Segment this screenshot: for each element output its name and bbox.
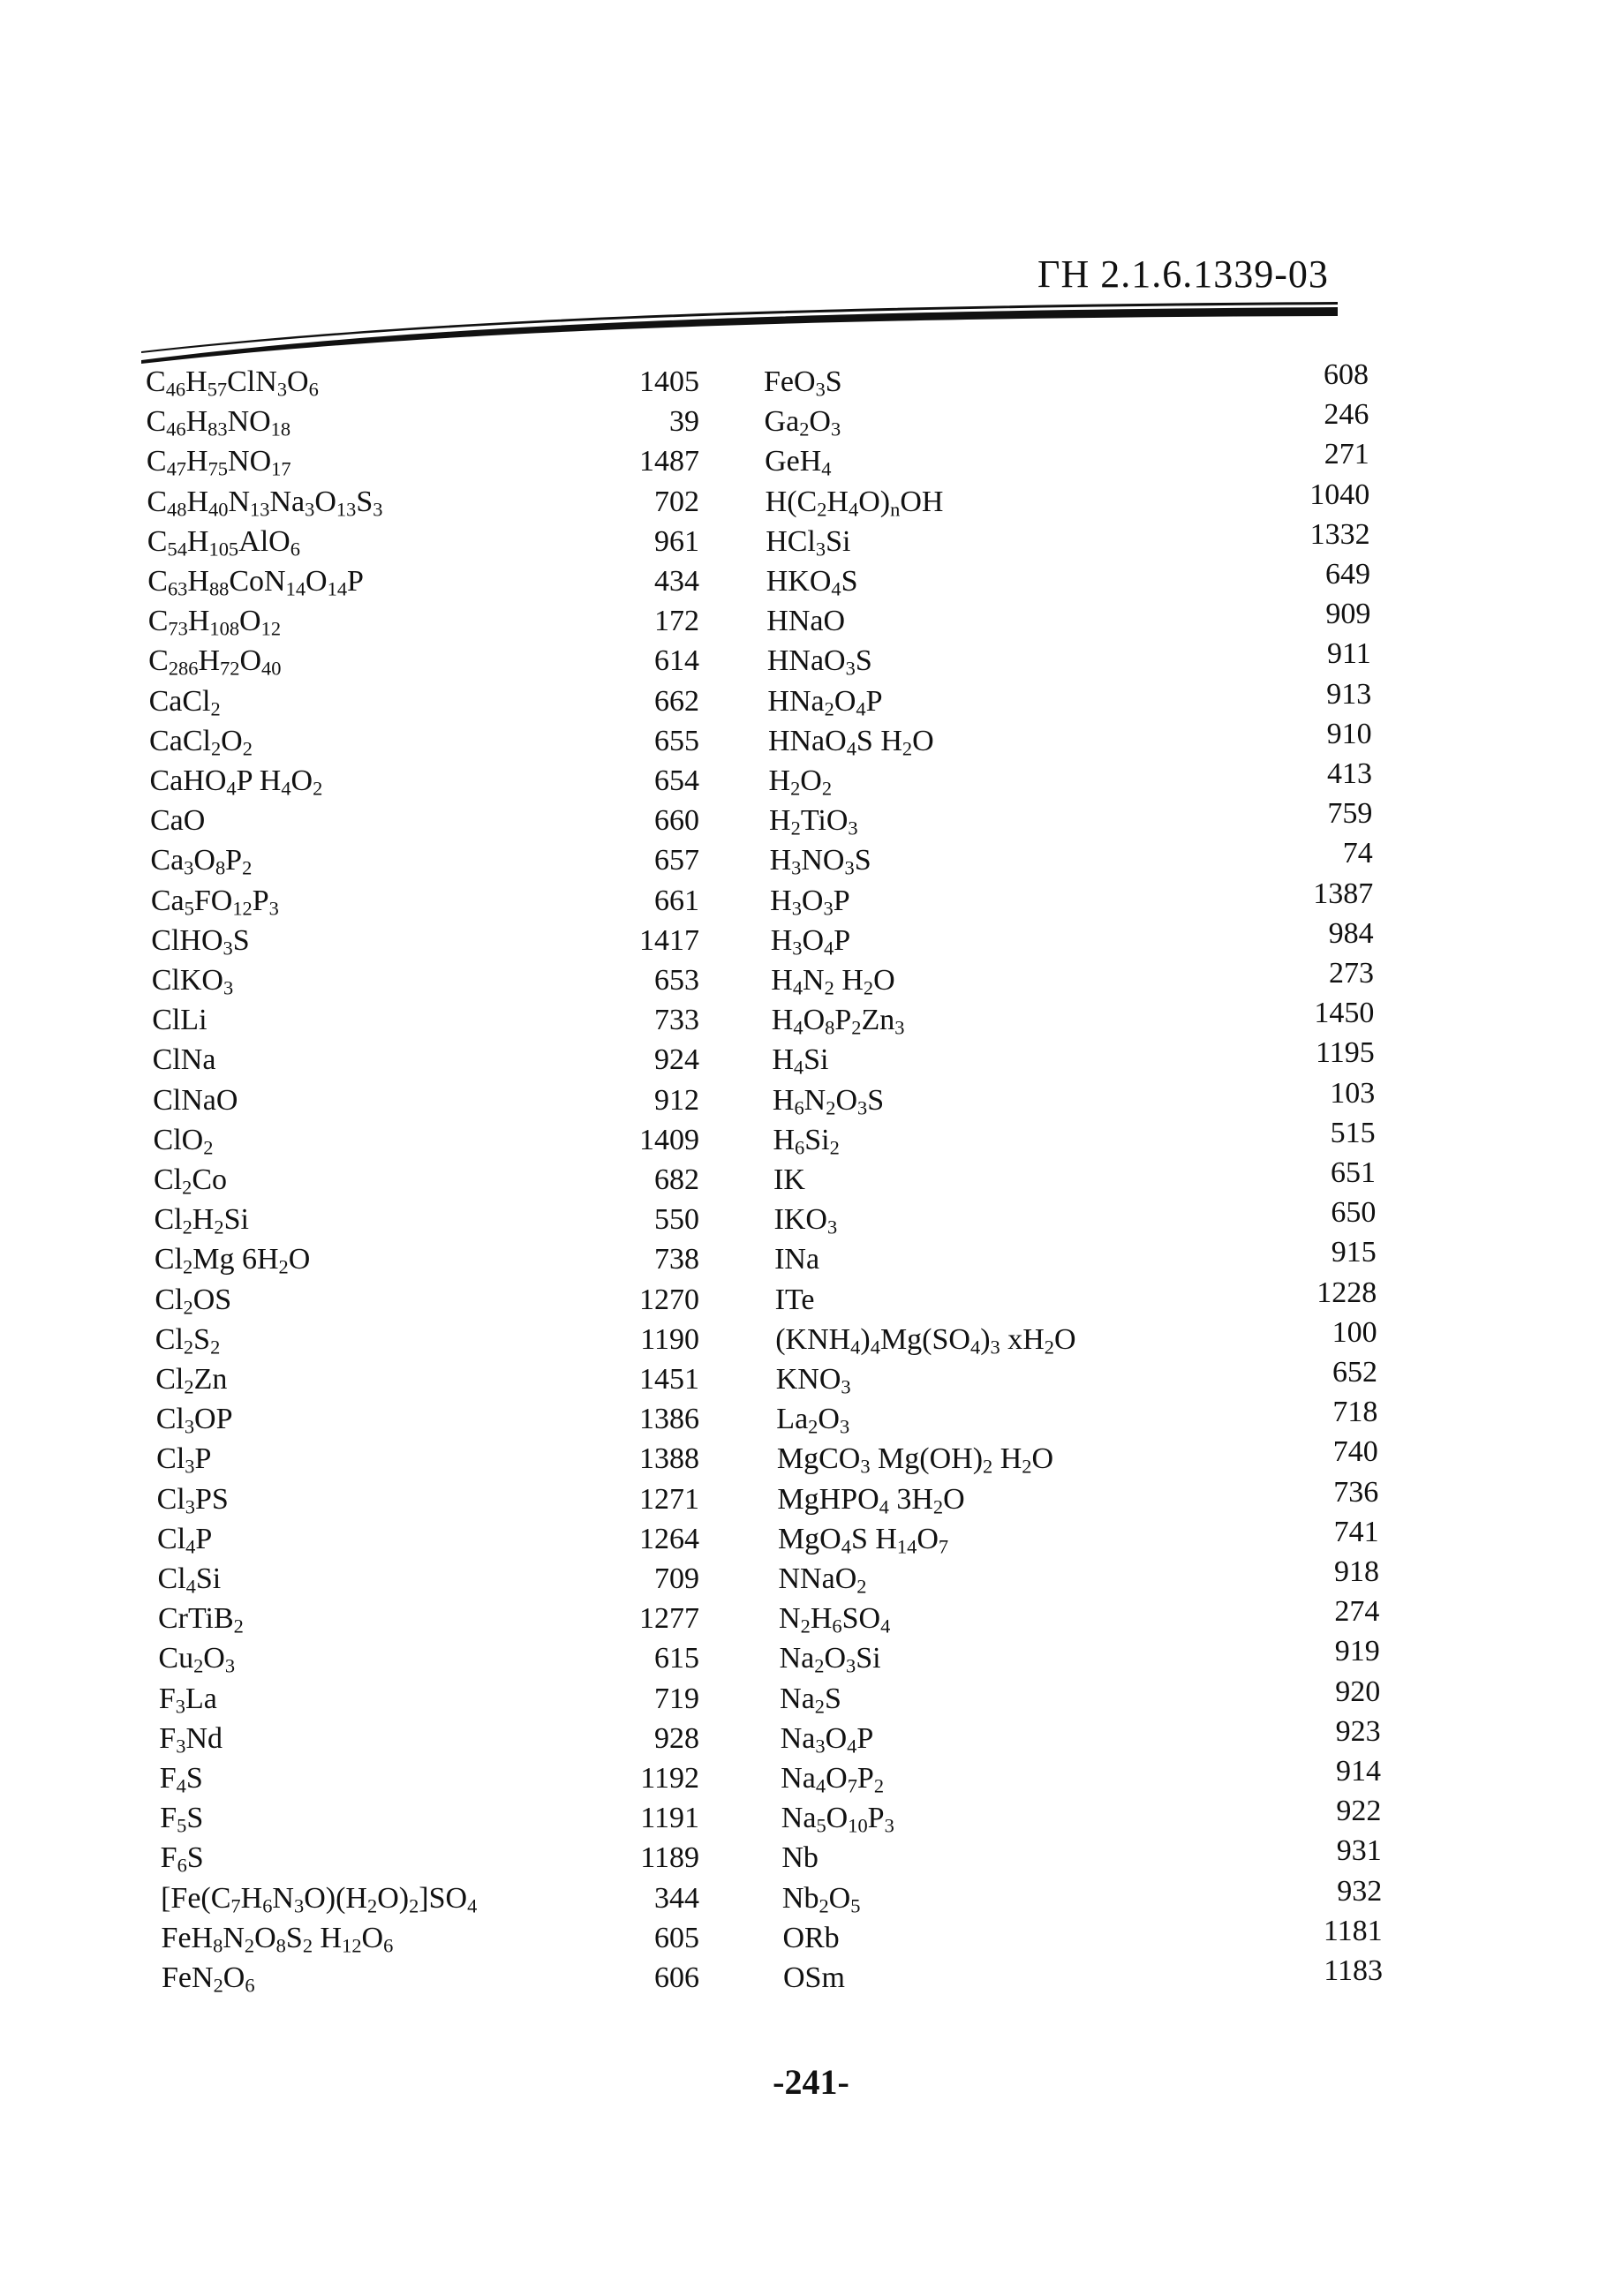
right-number: 652 <box>1332 1356 1377 1389</box>
right-formula: $Na_5O_{10}P_3$ <box>781 1802 894 1837</box>
table-row <box>0 877 1622 921</box>
right-formula: $H_4Si$ <box>772 1043 829 1079</box>
table-row <box>0 1396 1622 1439</box>
left-formula: $Cl_2H_2Si$ <box>154 1203 249 1238</box>
table-row <box>0 358 1622 402</box>
table-row <box>0 517 1622 561</box>
left-formula: $FeH_8N_2O_8S_2$ $H_{12}O_6$ <box>161 1921 394 1957</box>
right-formula: $N_2H_6SO_4$ <box>779 1602 891 1637</box>
right-formula: $H_2TiO_3$ <box>769 804 858 839</box>
table-row <box>0 598 1622 641</box>
left-formula: ClKO$_3$ <box>151 964 234 999</box>
right-number: 910 <box>1326 717 1372 750</box>
right-formula: MgHPO$_4$ $3H_2O$ <box>777 1482 965 1518</box>
left-formula: $F_6S$ <box>160 1841 204 1877</box>
right-number: 246 <box>1324 398 1369 432</box>
right-formula: $KNO_3$ <box>775 1363 851 1398</box>
right-number: 274 <box>1334 1595 1380 1629</box>
right-formula: IK <box>773 1163 805 1196</box>
left-number: 924 <box>654 1043 699 1077</box>
right-number: 740 <box>1332 1435 1378 1469</box>
left-number: 1264 <box>639 1522 699 1555</box>
left-formula: $Cl_3P$ <box>156 1442 212 1478</box>
right-formula: NNaO$_2$ <box>778 1562 867 1598</box>
table-row <box>0 1356 1622 1399</box>
right-number: 741 <box>1333 1515 1379 1548</box>
left-number: 39 <box>669 405 699 439</box>
table-row <box>0 1116 1622 1160</box>
right-number: 103 <box>1330 1076 1376 1110</box>
left-formula: CrTiB$_2$ <box>157 1602 244 1637</box>
right-formula: $HKO_4S$ <box>766 565 858 600</box>
right-number: 913 <box>1326 677 1372 711</box>
document-code-header: ГН 2.1.6.1339-03 <box>1037 252 1329 296</box>
table-row <box>0 1435 1622 1479</box>
left-formula: $Cl_4P$ <box>157 1522 213 1558</box>
right-number: 718 <box>1332 1396 1378 1429</box>
left-number: 655 <box>654 724 699 757</box>
right-number: 920 <box>1335 1675 1381 1708</box>
left-formula: $Cu_2O_3$ <box>158 1642 236 1677</box>
right-number: 923 <box>1335 1714 1381 1748</box>
table-row <box>0 637 1622 681</box>
left-number: 702 <box>654 485 699 518</box>
table-row <box>0 438 1622 481</box>
right-number: 909 <box>1325 598 1371 631</box>
right-number: 932 <box>1337 1874 1383 1908</box>
right-number: 651 <box>1331 1156 1376 1189</box>
right-number: 608 <box>1324 358 1369 391</box>
left-number: 1487 <box>639 445 699 478</box>
table-row <box>0 997 1622 1040</box>
right-number: 919 <box>1334 1635 1380 1668</box>
left-formula: $C_{46}H_{57}ClN_3O_6$ <box>146 365 319 401</box>
left-number: 1386 <box>639 1403 699 1436</box>
right-number: 914 <box>1336 1755 1381 1788</box>
right-number: 650 <box>1331 1196 1377 1230</box>
left-formula: $F_4S$ <box>159 1762 203 1797</box>
table-row <box>0 717 1622 761</box>
right-number: 273 <box>1329 957 1374 990</box>
left-number: 660 <box>654 804 699 838</box>
left-number: 615 <box>654 1642 699 1675</box>
left-number: 653 <box>654 964 699 997</box>
left-formula: $Cl_2Zn$ <box>155 1363 228 1398</box>
left-number: 662 <box>654 684 699 718</box>
right-number: 1195 <box>1316 1036 1375 1070</box>
table-row <box>0 1156 1622 1200</box>
left-number: 661 <box>654 884 699 917</box>
right-number: 918 <box>1334 1555 1379 1588</box>
left-formula: $C_{46}H_{83}NO_{18}$ <box>146 405 291 440</box>
right-number: 1183 <box>1324 1954 1383 1987</box>
left-formula: $C_{286}H_{72}O_{40}$ <box>148 644 282 680</box>
right-formula: $H_4O_8P_2Zn_3$ <box>771 1004 905 1039</box>
header-rule <box>141 300 1338 366</box>
left-formula: $Cl_2OS$ <box>155 1283 232 1319</box>
right-number: 74 <box>1342 837 1373 870</box>
left-formula: $Cl_3OP$ <box>155 1403 233 1438</box>
left-formula: ClNa <box>152 1043 216 1077</box>
right-formula: ORb <box>782 1921 840 1954</box>
table-row <box>0 1315 1622 1359</box>
right-formula: $H_2O_2$ <box>768 764 833 800</box>
right-formula: FeO$_3$S <box>764 365 842 401</box>
right-number: 759 <box>1327 797 1373 831</box>
left-number: 912 <box>654 1083 699 1117</box>
right-number: 515 <box>1330 1116 1376 1149</box>
left-number: 1405 <box>639 365 699 398</box>
left-formula: $C_{63}H_{88}CoN_{14}O_{14}P$ <box>147 565 364 600</box>
table-row <box>0 1036 1622 1080</box>
left-number: 605 <box>654 1921 699 1954</box>
left-formula: $C_{73}H_{108}O_{12}$ <box>147 605 282 640</box>
left-number: 1388 <box>639 1442 699 1476</box>
table-row <box>0 478 1622 522</box>
left-number: 657 <box>654 844 699 877</box>
right-formula: $H(C_2H_4O)_nOH$ <box>765 485 944 521</box>
table-row <box>0 957 1622 1000</box>
left-number: 1271 <box>639 1482 699 1516</box>
right-formula: $H_6N_2O_3S$ <box>772 1083 885 1119</box>
left-formula: ClLi <box>152 1004 207 1037</box>
right-formula: INa <box>774 1243 820 1276</box>
left-number: 434 <box>654 565 699 598</box>
left-number: 928 <box>654 1721 699 1755</box>
left-number: 1192 <box>640 1762 699 1795</box>
table-row <box>0 757 1622 801</box>
left-formula: $F_5S$ <box>160 1802 204 1837</box>
left-formula: $Ca_3O_8P_2$ <box>150 844 253 879</box>
table-row <box>0 1954 1622 1998</box>
left-number: 961 <box>654 524 699 558</box>
right-formula: $IKO_3$ <box>773 1203 838 1238</box>
left-number: 550 <box>654 1203 699 1237</box>
table-row <box>0 1236 1622 1279</box>
table-row <box>0 677 1622 721</box>
right-formula: $Na_3O_4P$ <box>780 1721 874 1758</box>
right-formula: $H_4N_2$ $H_2O$ <box>771 964 895 999</box>
left-formula: CaO <box>149 804 206 838</box>
left-formula: $F_3Nd$ <box>159 1721 223 1758</box>
table-row <box>0 916 1622 960</box>
right-number: 649 <box>1325 558 1370 591</box>
right-formula: $H_3NO_3S$ <box>769 844 871 879</box>
left-formula: $C_{47}H_{75}NO_{17}$ <box>146 445 291 480</box>
right-number: 1332 <box>1309 517 1370 551</box>
right-number: 915 <box>1331 1236 1377 1269</box>
right-formula: $H_3O_4P$ <box>770 923 851 960</box>
left-number: 1417 <box>639 923 699 957</box>
left-number: 1190 <box>640 1322 699 1356</box>
left-formula: ClNaO <box>153 1083 238 1117</box>
table-row <box>0 1196 1622 1239</box>
right-number: 931 <box>1336 1834 1382 1868</box>
right-formula: $H_3O_3P$ <box>770 884 850 920</box>
left-formula: $Cl_2Co$ <box>154 1163 228 1199</box>
left-formula: $FeN_2O_6$ <box>162 1961 255 1997</box>
right-number: 1228 <box>1316 1276 1377 1309</box>
left-formula: $Cl_2S_2$ <box>155 1322 221 1359</box>
left-formula: $[Fe(C_7H_6N_3O)(H_2O)_2]SO_4$ <box>161 1881 478 1917</box>
right-formula: MgO$_4$S $H_{14}O_7$ <box>777 1522 949 1558</box>
table-row <box>0 558 1622 601</box>
left-formula: CaHO$_4$P $H_4O_2$ <box>149 764 323 800</box>
right-number: 984 <box>1328 916 1374 950</box>
left-formula: $C_{54}H_{105}AlO_6$ <box>147 524 300 561</box>
right-number: 1387 <box>1313 877 1374 910</box>
right-formula: GeH$_4$ <box>765 445 832 480</box>
table-row <box>0 1076 1622 1120</box>
right-formula: $HNa_2O_4P$ <box>767 684 883 720</box>
table-row <box>0 797 1622 840</box>
right-formula: MgCO$_3$ $Mg(OH)_2$ $H_2O$ <box>776 1442 1054 1478</box>
left-number: 1451 <box>639 1363 699 1396</box>
right-number: 271 <box>1324 438 1369 471</box>
right-number: 1450 <box>1314 997 1375 1030</box>
left-formula: ClHO$_3$S <box>151 923 250 960</box>
left-number: 1270 <box>639 1283 699 1316</box>
left-number: 654 <box>654 764 699 797</box>
right-formula: $(KNH_4)_4Mg(SO_4)_3$ $xH_2O$ <box>775 1322 1076 1359</box>
left-formula: $Ca_5FO_{12}P_3$ <box>150 884 279 920</box>
left-number: 172 <box>654 605 699 638</box>
left-formula: $F_3La$ <box>158 1682 217 1718</box>
right-formula: HNaO <box>766 605 846 638</box>
right-formula: $H_6Si_2$ <box>773 1123 840 1159</box>
table-row <box>0 398 1622 441</box>
left-number: 606 <box>654 1961 699 1994</box>
right-formula: $Na_2O_3Si$ <box>779 1642 881 1677</box>
left-formula: $Cl_4Si$ <box>157 1562 222 1598</box>
right-formula: $Nb_2O_5$ <box>781 1881 861 1917</box>
right-number: 413 <box>1327 757 1372 790</box>
left-number: 1189 <box>640 1841 699 1875</box>
right-formula: $La_2O_3$ <box>776 1403 850 1438</box>
left-number: 719 <box>654 1682 699 1715</box>
right-number: 911 <box>1327 637 1371 671</box>
left-number: 614 <box>654 644 699 678</box>
left-number: 682 <box>654 1163 699 1196</box>
right-formula: HNaO$_4$S $H_2O$ <box>767 724 934 760</box>
left-formula: $Cl_3PS$ <box>156 1482 229 1518</box>
right-formula: HNaO$_3$S <box>766 644 872 680</box>
right-formula: OSm <box>783 1961 845 1994</box>
left-formula: $Cl_2Mg$ $6H_2O$ <box>154 1243 311 1278</box>
left-formula: ClO$_2$ <box>153 1123 214 1159</box>
left-formula: $C_{48}H_{40}N_{13}Na_3O_{13}S_3$ <box>147 485 383 521</box>
left-number: 709 <box>654 1562 699 1595</box>
table-row <box>0 1276 1622 1320</box>
right-formula: HCl$_3$Si <box>766 524 851 561</box>
right-number: 1040 <box>1309 478 1370 511</box>
table-row <box>0 837 1622 880</box>
right-formula: $Na_4O_7P_2$ <box>781 1762 885 1797</box>
left-formula: $CaCl_2O_2$ <box>149 724 253 760</box>
left-number: 1191 <box>640 1802 699 1835</box>
right-number: 922 <box>1336 1795 1382 1828</box>
left-number: 733 <box>654 1004 699 1037</box>
left-number: 1277 <box>639 1602 699 1636</box>
left-number: 738 <box>654 1243 699 1276</box>
left-number: 344 <box>654 1881 699 1915</box>
right-formula: Nb <box>781 1841 819 1875</box>
page-number: -241- <box>773 2062 849 2102</box>
left-number: 1409 <box>639 1123 699 1156</box>
right-number: 736 <box>1333 1475 1379 1509</box>
left-formula: CaCl$_2$ <box>148 684 221 720</box>
right-formula: ITe <box>774 1283 815 1316</box>
right-number: 1181 <box>1323 1914 1383 1947</box>
right-formula: $Ga_2O_3$ <box>764 405 841 440</box>
right-number: 100 <box>1332 1315 1377 1349</box>
right-formula: $Na_2S$ <box>780 1682 841 1718</box>
